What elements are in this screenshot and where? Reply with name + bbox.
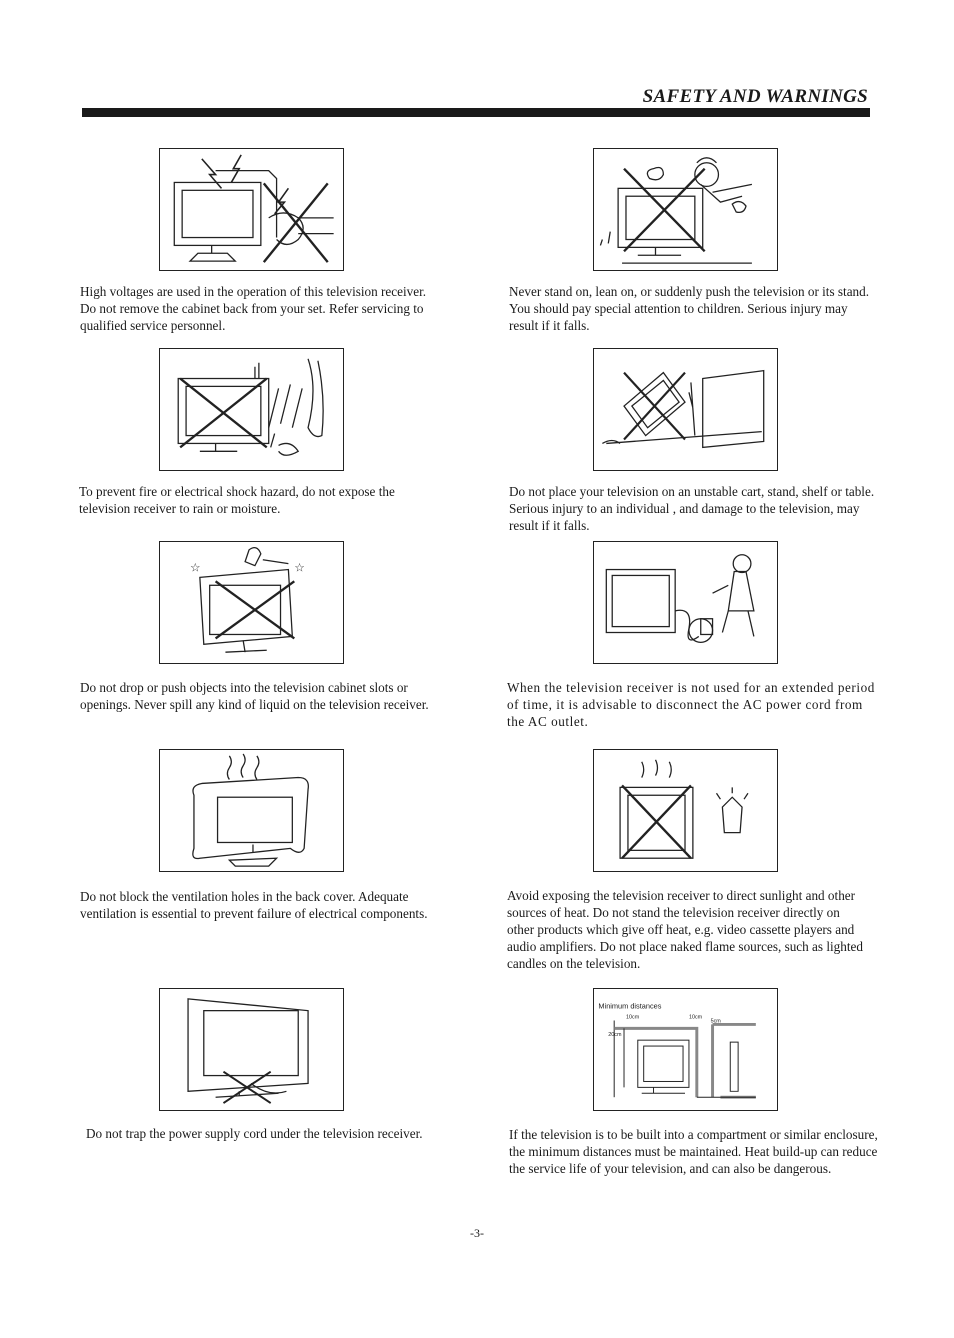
warning-text: When the television receiver is not used for an extended period of time, it is advisable to disconnect the AC power cord from the AC outlet.: [507, 680, 875, 729]
ventilation-cover-illustration: [159, 749, 344, 872]
diagram-bottom-gap: 20cm: [608, 1032, 622, 1039]
diagram-side-gap: 10cm: [688, 1014, 703, 1021]
page-number: -3-: [470, 1226, 484, 1240]
warning-text: Do not trap the power supply cord under the television receiver.: [86, 1126, 423, 1141]
child-climbing-illustration: [593, 148, 778, 271]
unplug-cord-illustration: [593, 541, 778, 664]
warning-text: High voltages are used in the operation of this television receiver. Do not remove the cabinet back from your set. Refer servicing to qualified service personnel.: [80, 284, 427, 333]
diagram-top-gap: 10cm: [625, 1014, 640, 1021]
svg-text:☆: ☆: [190, 560, 201, 575]
minimum-distances-diagram: [593, 988, 778, 1111]
warning-text: Do not place your television on an unstable cart, stand, shelf or table. Serious injury to an individual , and damage to the television, may result if it falls.: [509, 484, 875, 533]
warning-text: Never stand on, lean on, or suddenly push the television or its stand. You should pay special attention to children. Serious injury may result if it falls.: [509, 284, 870, 333]
warning-text: To prevent fire or electrical shock hazard, do not expose the television receiver to rain or moisture.: [79, 484, 395, 516]
warning-text: Do not drop or push objects into the television cabinet slots or openings. Never spill any kind of liquid on the television receiver.: [80, 680, 429, 712]
diagram-back-gap: 5cm: [710, 1018, 721, 1025]
diagram-heading: Minimum distances: [598, 1001, 662, 1011]
warning-text: Avoid exposing the television receiver to direct sunlight and other sources of heat. Do not stand the television receiver directly on other products which give off heat, e.g. video cassette players and audio amplifiers. Do not place naked flame sources, such as lighted candles on the television.: [507, 888, 863, 971]
high-voltage-illustration: [159, 148, 344, 271]
liquid-objects-illustration: [159, 541, 344, 664]
rain-moisture-illustration: [159, 348, 344, 471]
heat-source-illustration: [593, 749, 778, 872]
svg-text:☆: ☆: [294, 560, 305, 575]
power-cord-trap-illustration: [159, 988, 344, 1111]
header-rule: [82, 108, 870, 117]
warning-text: If the television is to be built into a compartment or similar enclosure, the minimum distances must be maintained. Heat build-up can reduce the service life of your television, and can also be dangerous.: [509, 1127, 878, 1176]
page-title: SAFETY AND WARNINGS: [642, 86, 868, 107]
unstable-stand-illustration: [593, 348, 778, 471]
warning-text: Do not block the ventilation holes in the back cover. Adequate ventilation is essential to prevent failure of electrical components.: [80, 889, 428, 921]
